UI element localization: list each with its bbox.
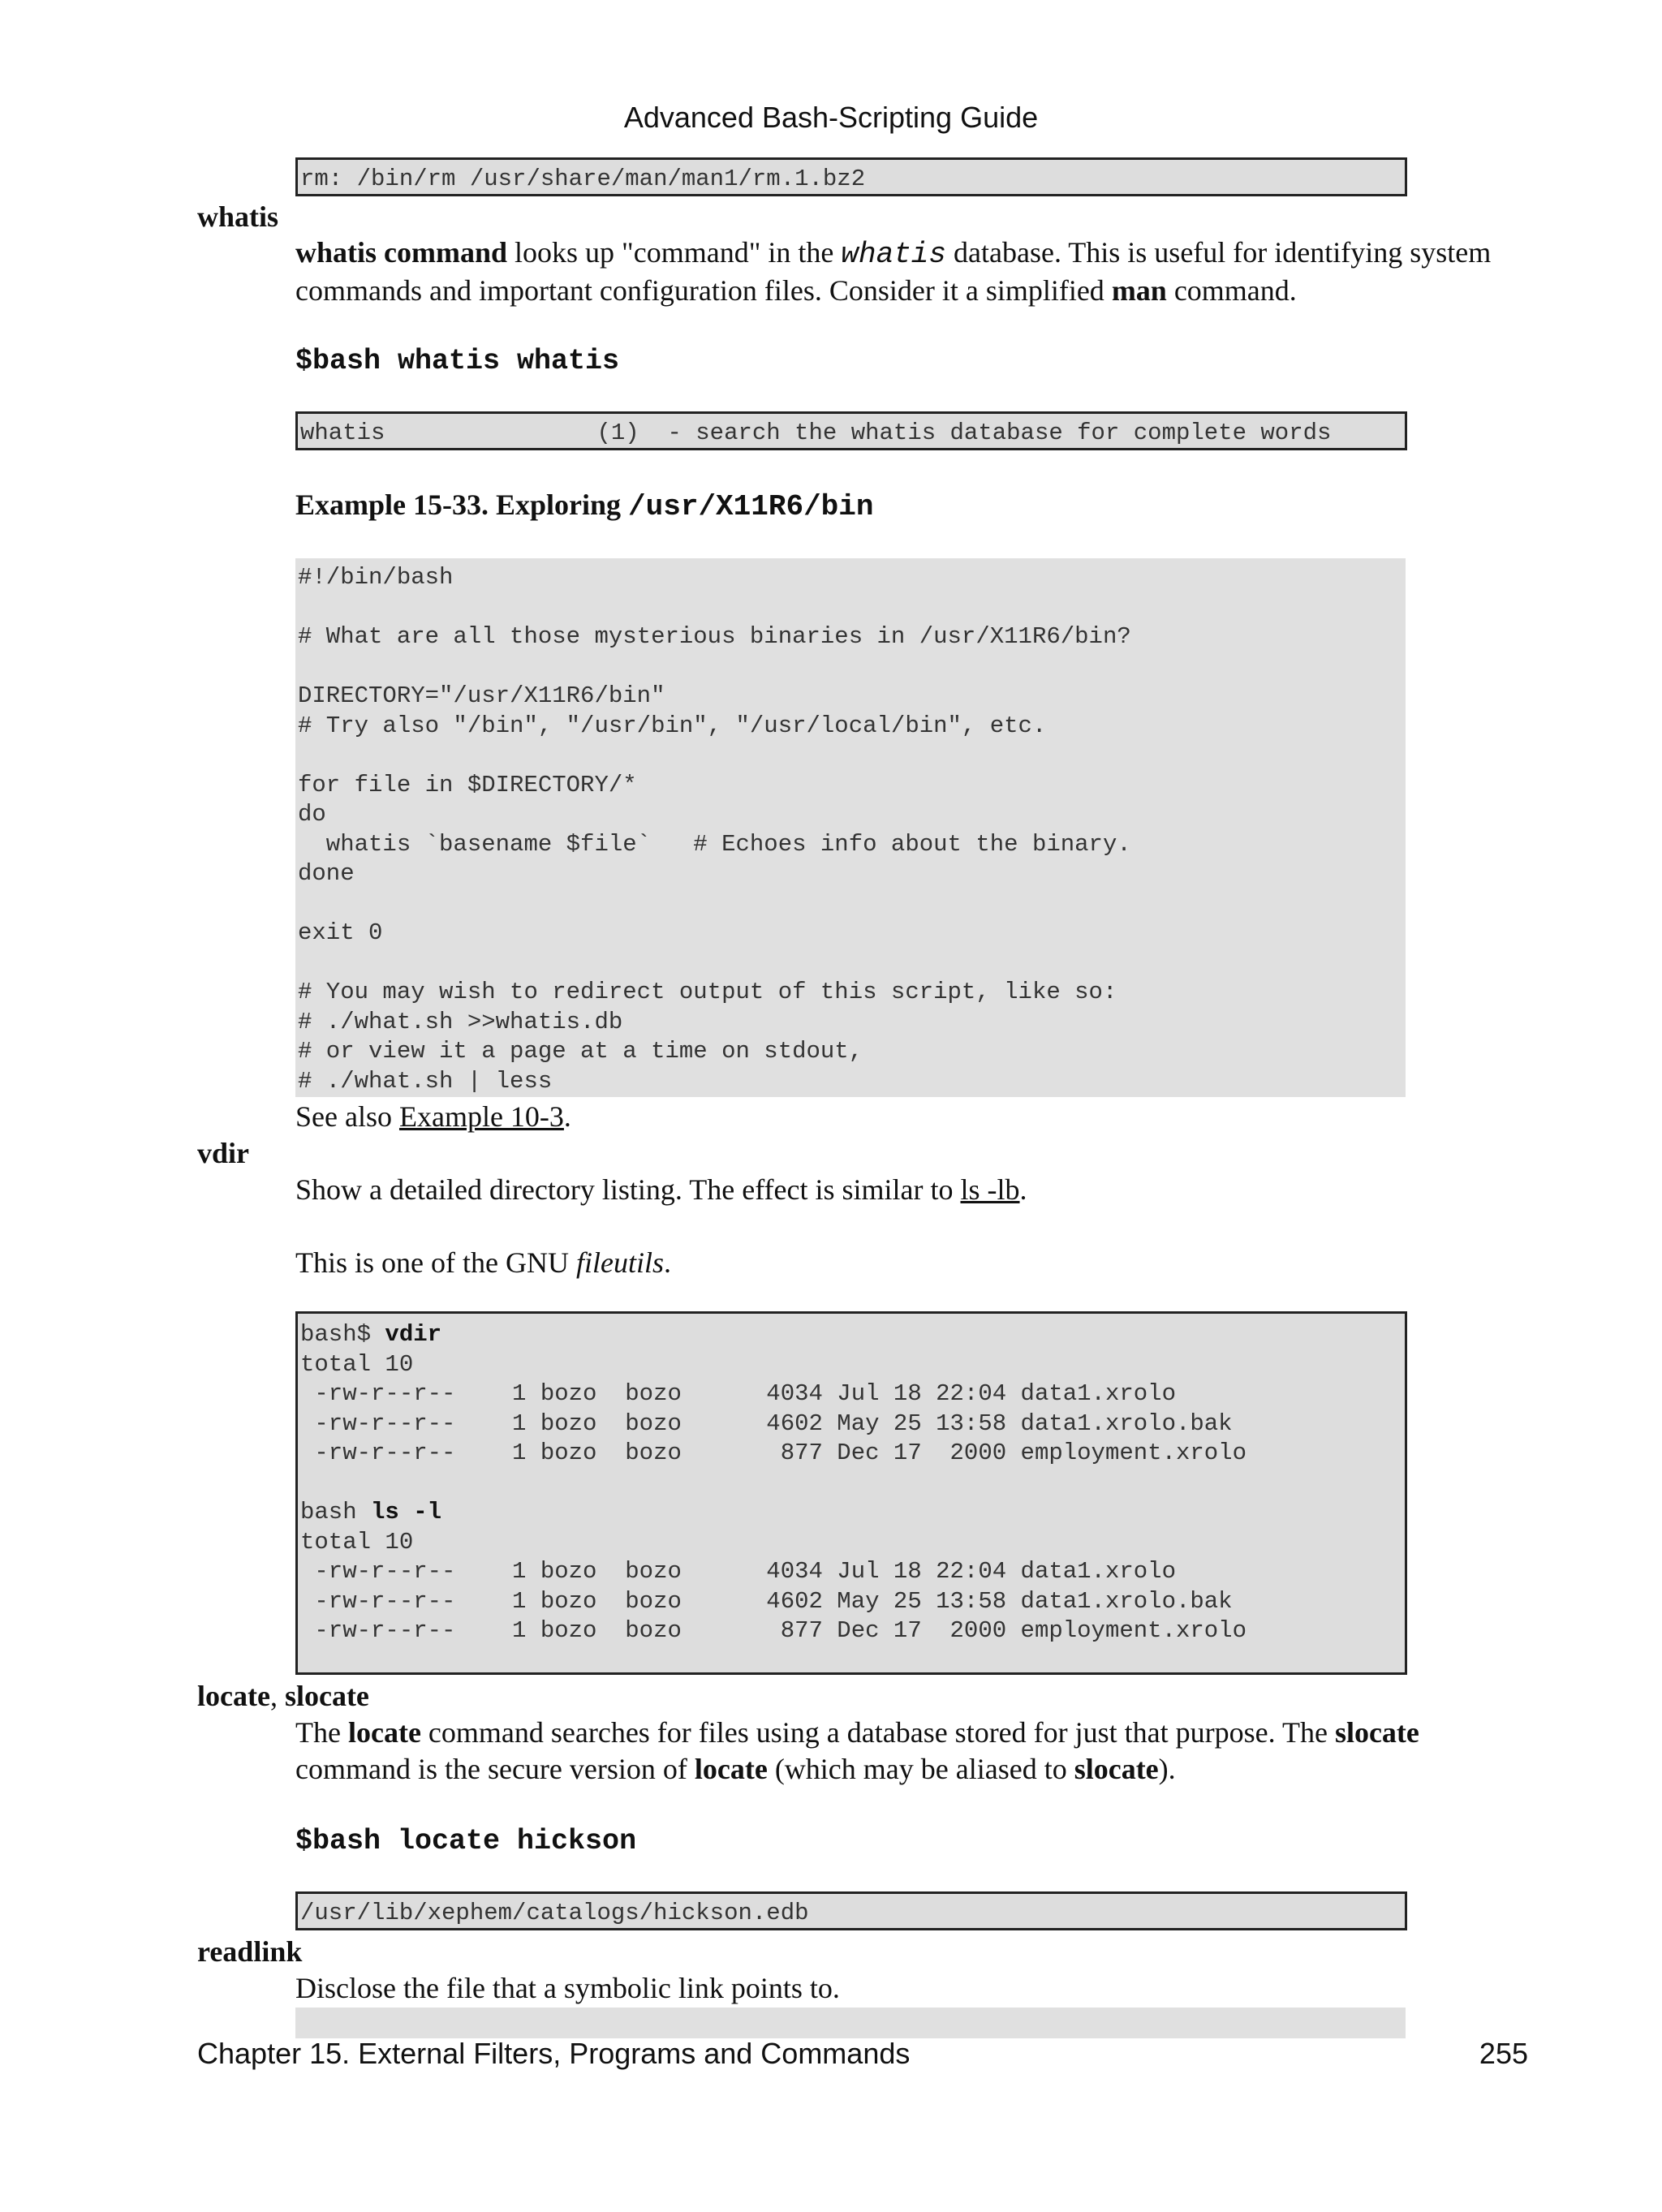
locate-desc-b3: locate (694, 1753, 768, 1785)
vdir-desc-text: Show a detailed directory listing. The effect is similar to (295, 1173, 961, 1206)
see-also (295, 1099, 1529, 1135)
whatis-description (295, 235, 1529, 309)
vdir-fileutils-note (295, 1245, 1529, 1281)
example-code: #!/bin/bash # What are all those mysterious binaries in /usr/X11R6/bin? DIRECTORY="/usr/X11R6/bin" # Try also "/bin", "/usr/bin", "/usr/local/bin", etc. for file in $DIRECTORY/* do whatis `basename $file` # Echoes info about the binary. done exit 0 # You may wish to redirect output of this script, like so: # ./what.sh >>whatis.db # or view it a page at a time on stdout, # ./what.sh | less (298, 564, 1131, 1095)
whatis-desc-text-2: database. This is useful for identifying system (946, 236, 1492, 269)
whatis-desc-text-3: commands and important configuration files. Consider it a simplified (295, 274, 1112, 307)
term-locate-sep: , (269, 1680, 285, 1712)
locate-desc-t3: command is the secure version of (295, 1753, 695, 1785)
whatis-command: $bash whatis whatis (295, 345, 620, 377)
locate-description (295, 1715, 1529, 1788)
readlink-code-box (295, 2008, 1406, 2038)
readlink-description: Disclose the file that a symbolic link points to. (295, 1972, 840, 2004)
whatis-output: whatis (1) - search the whatis database for complete words (300, 420, 1332, 446)
whatis-desc-text-4: command. (1166, 274, 1297, 307)
locate-command: $bash locate hickson (295, 1825, 637, 1857)
ls-prompt: bash (300, 1499, 372, 1526)
example-title-code: /usr/X11R6/bin (628, 490, 874, 523)
term-whatis: whatis (197, 200, 279, 233)
page-number: 255 (1479, 2037, 1528, 2070)
page-footer-chapter: Chapter 15. External Filters, Programs and Commands (197, 2037, 911, 2070)
locate-desc-b1: locate (347, 1716, 421, 1749)
rm-output: rm: /bin/rm /usr/share/man/man1/rm.1.bz2 (300, 166, 866, 192)
example-title-text: Example 15-33. Exploring (295, 488, 629, 521)
page-header: Advanced Bash-Scripting Guide (623, 101, 1039, 134)
vdir-note-text: This is one of the GNU (295, 1246, 576, 1279)
locate-desc-b2: slocate (1334, 1716, 1419, 1749)
vdir-note-em: fileutils (575, 1246, 664, 1279)
ls-lb-link[interactable]: ls -lb (960, 1173, 1020, 1206)
term-locate-1: locate (197, 1680, 270, 1712)
whatis-desc-code: whatis (841, 238, 947, 271)
term-locate-2: slocate (284, 1680, 369, 1712)
whatis-output-box (295, 411, 1407, 450)
ls-cmd: ls -l (371, 1499, 442, 1526)
see-also-text: See also (295, 1100, 399, 1133)
vdir-output-box (295, 1311, 1407, 1675)
locate-desc-b4: slocate (1074, 1753, 1159, 1785)
rm-output-box (295, 157, 1407, 196)
locate-desc-t2: command searches for files using a database stored for just that purpose. The (420, 1716, 1335, 1749)
locate-desc-t5: ). (1158, 1753, 1176, 1785)
vdir-listing-block (298, 1314, 1405, 1646)
locate-output: /usr/lib/xephem/catalogs/hickson.edb (300, 1900, 809, 1926)
locate-desc-t4: (which may be aliased to (767, 1753, 1074, 1785)
see-also-end: . (563, 1100, 571, 1133)
example-code-box (295, 558, 1406, 1097)
whatis-desc-bold-command: whatis command (295, 236, 508, 269)
term-locate (197, 1678, 369, 1714)
vdir-note-end: . (663, 1246, 671, 1279)
vdir-prompt: bash$ (300, 1321, 385, 1348)
vdir-cmd: vdir (385, 1321, 442, 1348)
locate-output-box (295, 1891, 1407, 1930)
term-readlink: readlink (197, 1935, 303, 1968)
vdir-desc-end: . (1019, 1173, 1027, 1206)
whatis-desc-text: looks up "command" in the (507, 236, 842, 269)
ls-listing: total 10 -rw-r--r-- 1 bozo bozo 4034 Jul 18 22:04 data1.xrolo -rw-r--r-- 1 bozo bozo 4602 May 25 13:58 data1.xrolo.bak -rw-r--r-- 1 bozo bozo 877 Dec 17 2000 employment.xrolo (300, 1528, 1246, 1644)
example-10-3-link[interactable]: Example 10-3 (398, 1100, 564, 1133)
whatis-desc-bold-man: man (1111, 274, 1167, 307)
vdir-description (295, 1172, 1529, 1208)
term-vdir: vdir (197, 1137, 250, 1169)
vdir-listing: total 10 -rw-r--r-- 1 bozo bozo 4034 Jul 18 22:04 data1.xrolo -rw-r--r-- 1 bozo bozo 4602 May 25 13:58 data1.xrolo.bak -rw-r--r-- 1 bozo bozo 877 Dec 17 2000 employment.xrolo (300, 1350, 1246, 1466)
locate-desc-t1: The (295, 1716, 348, 1749)
example-title (295, 487, 1529, 525)
